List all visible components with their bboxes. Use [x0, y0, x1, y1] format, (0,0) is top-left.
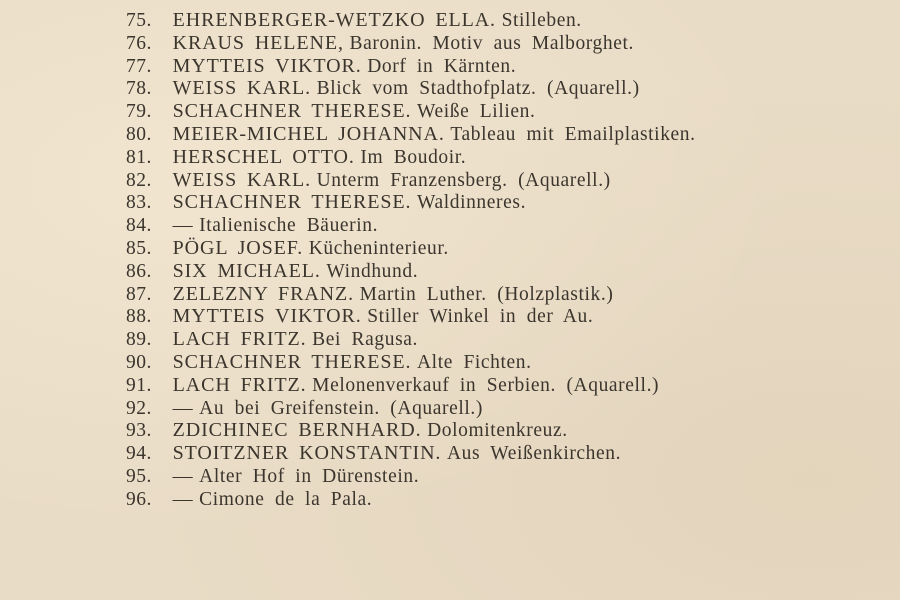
entry-artist: KRAUS HELENE,	[172, 31, 344, 54]
entry-artist: MEIER-MICHEL JOHANNA.	[172, 122, 445, 145]
catalog-entry-84	[126, 214, 886, 237]
entry-title: Blick vom Stadthofplatz. (Aquarell.)	[316, 78, 640, 100]
catalog-entry-80	[126, 123, 886, 146]
catalog-entry-77	[126, 55, 886, 78]
entry-artist: MYTTEIS VIKTOR.	[172, 305, 362, 328]
catalog-entry-81	[126, 146, 886, 169]
catalog-entry-86	[126, 260, 886, 283]
entry-title: Alte Fichten.	[417, 351, 532, 373]
entry-title: Kücheninterieur.	[308, 237, 449, 259]
entry-title: Martin Luther. (Holzplastik.)	[359, 283, 614, 305]
catalog-entry-91	[126, 374, 886, 397]
entry-number: 82.	[126, 169, 152, 191]
entry-number: 80.	[126, 123, 152, 145]
entry-artist: PÖGL JOSEF.	[172, 236, 304, 259]
entry-number: 93.	[126, 420, 152, 442]
entry-artist: STOITZNER KONSTANTIN.	[172, 442, 442, 465]
entry-title: Dorf in Kärnten.	[367, 55, 517, 77]
catalog-entry-88	[126, 305, 886, 328]
entry-number: 85.	[126, 237, 152, 259]
catalog-entry-79	[126, 100, 886, 123]
entry-number: 81.	[126, 146, 152, 168]
entry-number: 76.	[126, 32, 152, 54]
entry-artist: EHRENBERGER-WETZKO ELLA.	[172, 9, 496, 31]
catalog-page	[126, 9, 886, 511]
catalog-entry-75	[126, 9, 886, 32]
entry-artist-ditto: —	[172, 464, 194, 487]
entry-artist: LACH FRITZ.	[172, 373, 307, 396]
catalog-entry-95	[126, 465, 886, 488]
catalog-entry-93	[126, 419, 886, 442]
entry-number: 78.	[126, 78, 152, 100]
entry-title: Stiller Winkel in der Au.	[367, 306, 594, 328]
entry-artist: WEISS KARL.	[172, 168, 311, 191]
entry-title: Tableau mit Emailplastiken.	[450, 123, 696, 145]
entry-artist: ZELEZNY FRANZ.	[172, 282, 355, 305]
entry-title: Dolomitenkreuz.	[427, 420, 568, 442]
entry-number: 77.	[126, 55, 152, 77]
entry-title: Waldinneres.	[417, 192, 527, 214]
entry-artist: LACH FRITZ.	[172, 328, 307, 351]
entry-artist-ditto: —	[172, 214, 194, 237]
catalog-entry-90	[126, 351, 886, 374]
entry-title: Melonenverkauf in Serbien. (Aquarell.)	[312, 374, 660, 396]
entry-title: Bei Ragusa.	[312, 329, 418, 351]
entry-artist-ditto: —	[172, 487, 194, 510]
catalog-entry-82	[126, 169, 886, 192]
entry-title: Weiße Lilien.	[417, 101, 536, 123]
entry-number: 83.	[126, 192, 152, 214]
entry-number: 91.	[126, 374, 152, 396]
catalog-entry-87	[126, 283, 886, 306]
catalog-entry-78	[126, 77, 886, 100]
catalog-entry-85	[126, 237, 886, 260]
entry-number: 87.	[126, 283, 152, 305]
entry-artist: SCHACHNER THERESE.	[172, 100, 412, 123]
entry-artist-ditto: —	[172, 396, 194, 419]
entry-number: 92.	[126, 397, 152, 419]
entry-artist: SCHACHNER THERESE.	[172, 191, 412, 214]
catalog-entry-94	[126, 442, 886, 465]
entry-number: 88.	[126, 306, 152, 328]
entry-artist: SIX MICHAEL.	[172, 259, 321, 282]
entry-title: Alter Hof in Dürenstein.	[199, 465, 420, 487]
entry-title: Windhund.	[326, 260, 419, 282]
entry-number: 95.	[126, 465, 152, 487]
entry-number: 90.	[126, 351, 152, 373]
entry-number: 75.	[126, 10, 152, 31]
entry-title: Baronin. Motiv aus Malborghet.	[349, 32, 634, 54]
entry-artist: MYTTEIS VIKTOR.	[172, 54, 362, 77]
catalog-entry-83	[126, 191, 886, 214]
entry-title: Unterm Franzensberg. (Aquarell.)	[316, 169, 611, 191]
entry-title: Aus Weißenkirchen.	[446, 443, 622, 465]
entry-title: Italienische Bäuerin.	[199, 215, 379, 237]
entry-number: 79.	[126, 101, 152, 123]
entry-title: Cimone de la Pala.	[199, 488, 373, 510]
catalog-entry-96	[126, 488, 886, 511]
entry-artist: WEISS KARL.	[172, 77, 311, 100]
entry-artist: HERSCHEL OTTO.	[172, 145, 355, 168]
catalog-entry-76	[126, 32, 886, 55]
catalog-entry-89	[126, 328, 886, 351]
entry-number: 86.	[126, 260, 152, 282]
entry-title: Im Boudoir.	[360, 146, 467, 168]
entry-number: 96.	[126, 488, 152, 510]
entry-number: 84.	[126, 215, 152, 237]
catalog-entry-92	[126, 397, 886, 420]
entry-artist: ZDICHINEC BERNHARD.	[172, 419, 422, 442]
entry-number: 89.	[126, 329, 152, 351]
entry-title: Stilleben.	[501, 10, 582, 31]
entry-title: Au bei Greifenstein. (Aquarell.)	[199, 397, 483, 419]
entry-number: 94.	[126, 443, 152, 465]
entry-artist: SCHACHNER THERESE.	[172, 350, 412, 373]
